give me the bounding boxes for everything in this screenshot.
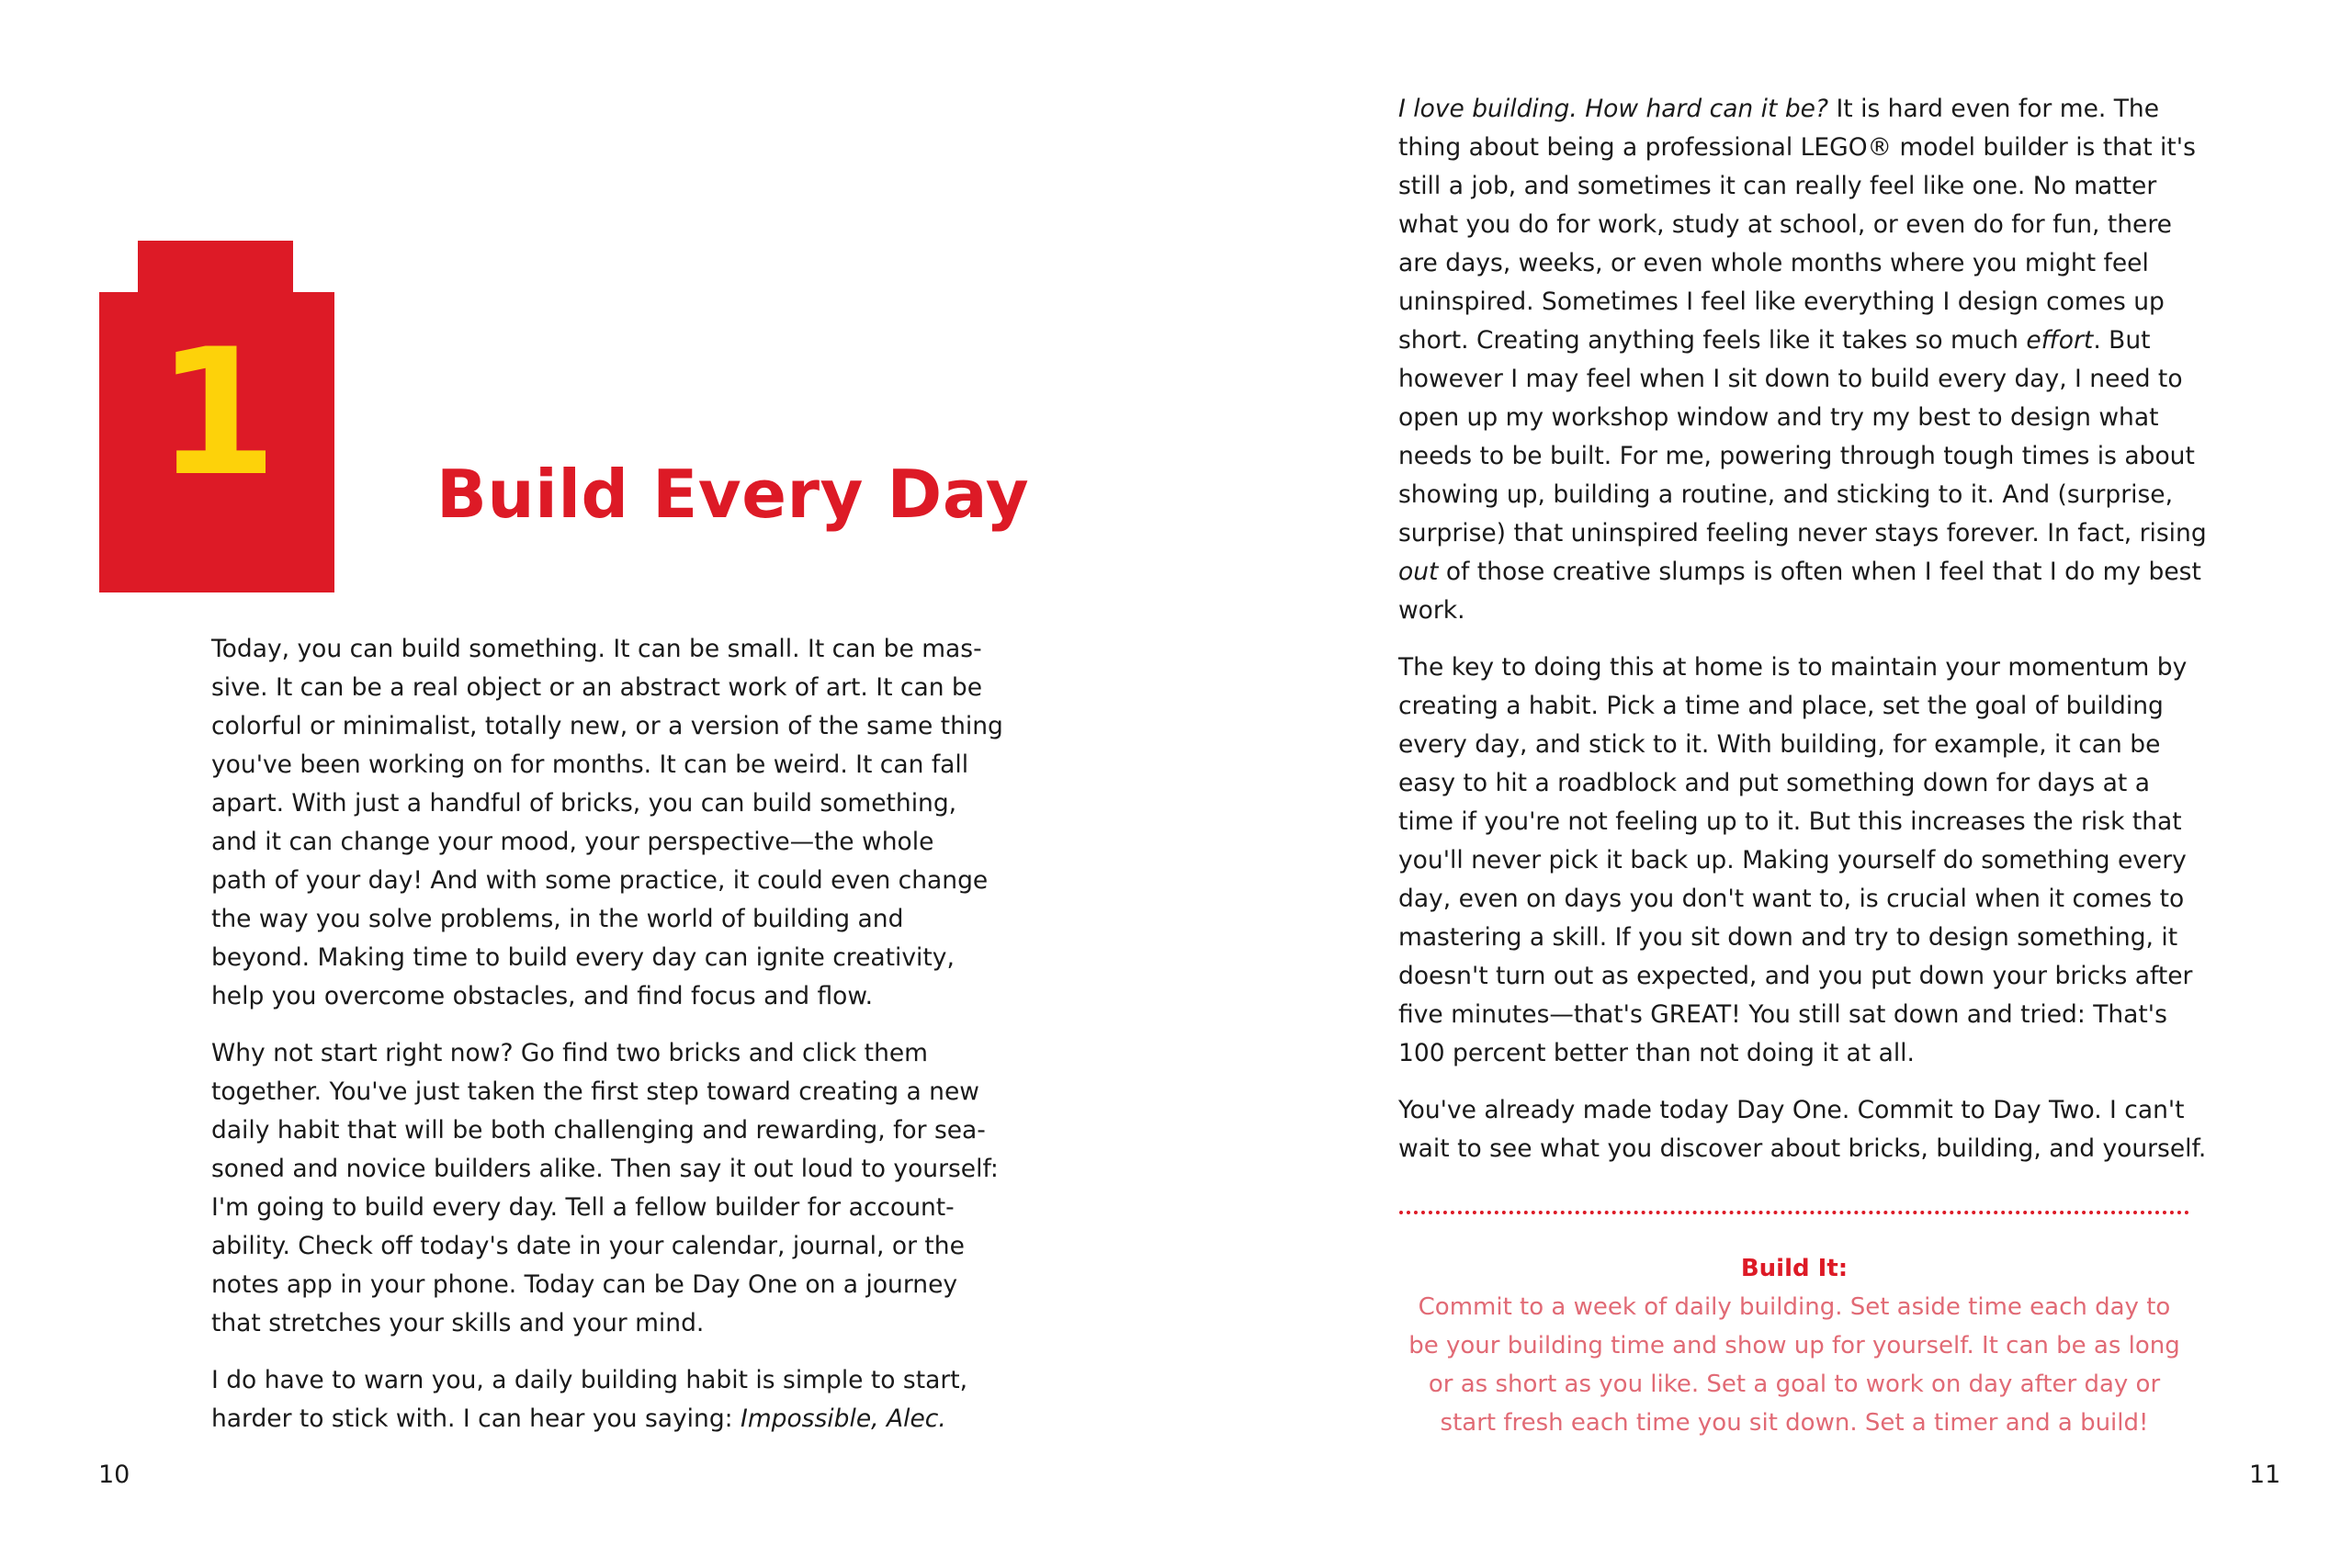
paragraph: I love building. How hard can it be? It is hard even for me. The thing about being a professional LEGO® model builder is that it's still a job, and sometimes it can really feel like one. No matter what you do for work, study at school, or even do for fun, there are days, weeks, or even whole months where you might feel uninspired. Sometimes I feel like everything I design comes up short. Creating anything feels like it takes so much effort. But however I may feel when I sit down to build every day, I need to open up my workshop window and try my best to design what needs to be built. For me, powering through tough times is about showing up, building a routine, and sticking to it. And (surprise, surprise) that uninspired feeling never stays forever. In fact, rising out of those creative slumps is often when I feel that I do my best work. [1398, 95, 2207, 625]
paragraph: Today, you can build something. It can be small. It can be mas- sive. It can be a real object or an abstract work of art. It can be colorful or minimalist, totally new, or a version of the same thing you've been working on for months. It can be weird. It can fall apart. With just a handful of bricks, you can build something, and it can change your mood, your perspective—the whole path of your day! And with some practice, it could even change the way you solve problems, in the world of building and beyond. Making time to build every day can ignite creativity, help you overcome obstacles, and find focus and flow. [211, 635, 1003, 1010]
page-number: 10 [98, 1461, 130, 1489]
page-number: 11 [2249, 1461, 2281, 1489]
lego-brick-stud [138, 241, 293, 296]
build-it-callout [1399, 1249, 2189, 1442]
right-body-text [1398, 90, 2207, 1187]
paragraph: The key to doing this at home is to maintain your momentum by creating a habit. Pick a time and place, set the goal of building every day, and stick to it. With building, for example, it can be easy to hit a roadblock and put something down for days at a time if you're not feeling up to it. But this increases the risk that you'll never pick it back up. Making yourself do something every day, even on days you don't want to, is crucial when it comes to mastering a skill. If you sit down and try to design something, it doesn't turn out as expected, and you put down your bricks after five minutes—that's GREAT! You still sat down and tried: That's 100 percent better than not doing it at all. [1398, 653, 2193, 1067]
build-it-text: Commit to a week of daily building. Set aside time each day to be your building time and show up for yourself. It can be as long or as short as you like. Set a goal to work on day after day or start fresh each time you sit down. Set a timer and a build! [1408, 1293, 2180, 1437]
chapter-number: 1 [155, 311, 278, 514]
build-it-title: Build It: [1740, 1255, 1849, 1282]
left-body-text [211, 630, 1020, 1457]
paragraph: You've already made today Day One. Commit to Day Two. I can't wait to see what you discover about bricks, building, and yourself. [1398, 1096, 2207, 1163]
dotted-divider [1399, 1211, 2189, 1214]
paragraph: I do have to warn you, a daily building habit is simple to start, harder to stick with. I can hear you saying: Impossible, Alec. [211, 1366, 968, 1433]
chapter-title: Build Every Day [436, 456, 1030, 533]
paragraph: Why not start right now? Go find two bricks and click them together. You've just taken the first step toward creating a new daily habit that will be both challenging and rewarding, for sea- soned and novice builders alike. Then say it out loud to yourself: I'm going to build every day. Tell a fellow builder for account- ability. Check off today's date in your calendar, journal, or the notes app in your phone. Today can be Day One on a journey that stretches your skills and your mind. [211, 1039, 999, 1337]
